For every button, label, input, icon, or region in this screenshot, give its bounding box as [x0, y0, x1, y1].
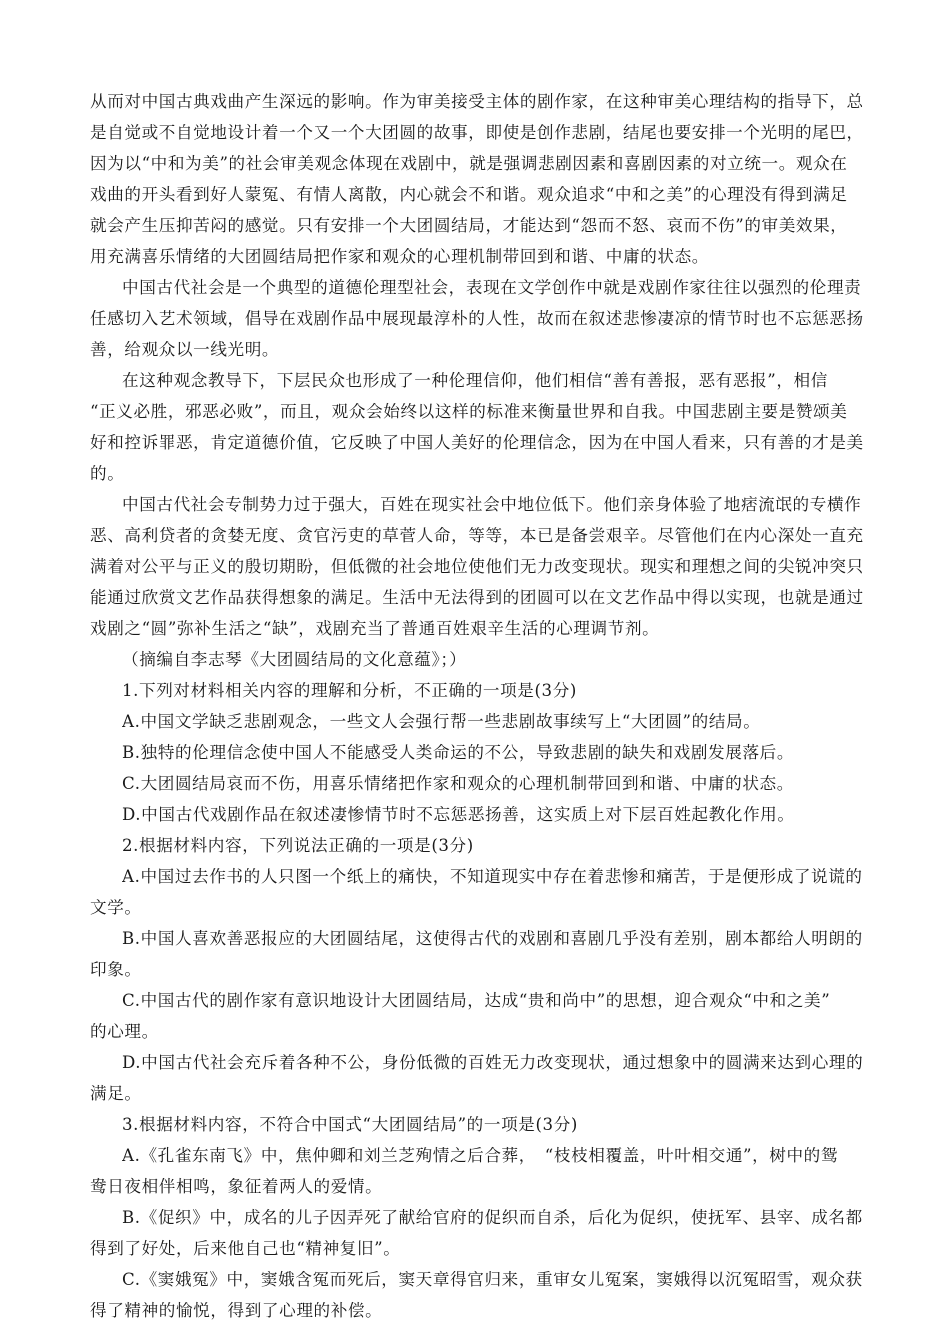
text-line: 好和控诉罪恶，肯定道德价值，它反映了中国人美好的伦理信念，因为在中国人看来，只有善的才是美	[90, 433, 864, 452]
question-3-option-b-cont: 得到了好处，后来他自己也“精神复旧”。	[90, 1239, 401, 1258]
question-3-stem: 3.根据材料内容，不符合中国式“大团圆结局”的一项是(3分)	[122, 1115, 578, 1134]
question-3-option-c: C.《窦娥冤》中，窦娥含冤而死后，窦天章得官归来，重审女儿冤案，窦娥得以沉冤昭雪，观众获	[122, 1270, 863, 1289]
text-line: 戏曲的开头看到好人蒙冤、有情人离散，内心就会不和谐。观众追求“中和之美”的心理没有得到满足	[90, 185, 848, 204]
text-line: 是自觉或不自觉地设计着一个又一个大团圆的故事，即使是创作悲剧，结尾也要安排一个光明的尾巴，	[90, 123, 864, 142]
question-2-option-c-cont: 的心理。	[90, 1022, 159, 1041]
question-2-option-b: B.中国人喜欢善恶报应的大团圆结尾，这使得古代的戏剧和喜剧几乎没有差别，剧本都给人明朗的	[122, 929, 863, 948]
question-2-option-a: A.中国过去作书的人只图一个纸上的痛快，不知道现实中存在着悲惨和痛苦，于是便形成了说谎的	[122, 867, 863, 886]
text-line: 能通过欣赏文艺作品获得想象的满足。生活中无法得到的团圆可以在文艺作品中得以实现，也就是通过	[90, 588, 864, 607]
question-1-option-a: A.中国文学缺乏悲剧观念，一些文人会强行帮一些悲剧故事续写上“大团圆”的结局。	[122, 712, 761, 731]
text-line: 恶、高利贷者的贪婪无度、贪官污吏的草菅人命，等等，本已是备尝艰辛。尽管他们在内心深处一直充	[90, 526, 864, 545]
text-line: 中国古代社会专制势力过于强大，百姓在现实社会中地位低下。他们亲身体验了地痞流氓的专横作	[122, 495, 862, 514]
question-2-option-d-cont: 满足。	[90, 1084, 142, 1103]
text-line: 戏剧之“圆”弥补生活之“缺”，戏剧充当了普通百姓艰辛生活的心理调节剂。	[90, 619, 660, 638]
source-citation: （摘编自李志琴《大团圆结局的文化意蕴》；）	[122, 650, 467, 669]
question-1-option-c: C.大团圆结局哀而不伤，用喜乐情绪把作家和观众的心理机制带回到和谐、中庸的状态。	[122, 774, 794, 793]
text-line: 的。	[90, 464, 125, 483]
question-1-option-b: B.独特的伦理信念使中国人不能感受人类命运的不公，导致悲剧的缺失和戏剧发展落后。	[122, 743, 795, 762]
text-line: 满着对公平与正义的殷切期盼，但低微的社会地位使他们无力改变现状。现实和理想之间的尖锐冲突只	[90, 557, 864, 576]
text-line: 中国古代社会是一个典型的道德伦理型社会，表现在文学创作中就是戏剧作家往往以强烈的伦理责	[122, 278, 862, 297]
question-2-option-d: D.中国古代社会充斥着各种不公，身份低微的百姓无力改变现状，通过想象中的圆满来达到心理的	[122, 1053, 864, 1072]
question-3-option-b: B.《促织》中，成名的儿子因弄死了献给官府的促织而自杀，后化为促织，使抚军、县宰、成名都	[122, 1208, 863, 1227]
question-3-option-a-cont: 鸯日夜相伴相鸣，象征着两人的爱情。	[90, 1177, 383, 1196]
text-line: 用充满喜乐情绪的大团圆结局把作家和观众的心理机制带回到和谐、中庸的状态。	[90, 247, 709, 266]
question-1-option-d: D.中国古代戏剧作品在叙述凄惨情节时不忘惩恶扬善，这实质上对下层百姓起教化作用。	[122, 805, 795, 824]
question-2-option-c: C.中国古代的剧作家有意识地设计大团圆结局，达成“贵和尚中”的思想，迎合观众“中和之美”	[122, 991, 831, 1010]
text-line: 就会产生压抑苦闷的感觉。只有安排一个大团圆结局，才能达到“怨而不怒、哀而不伤”的审美效果，	[90, 216, 848, 235]
question-2-stem: 2.根据材料内容，下列说法正确的一项是(3分)	[122, 836, 474, 855]
text-line: 在这种观念教导下，下层民众也形成了一种伦理信仰，他们相信“善有善报，恶有恶报”，相信	[122, 371, 828, 390]
text-line: 从而对中国古典戏曲产生深远的影响。作为审美接受主体的剧作家，在这种审美心理结构的指导下，总	[90, 92, 864, 111]
text-line: 因为以“中和为美”的社会审美观念体现在戏剧中，就是强调悲剧因素和喜剧因素的对立统一。观众在	[90, 154, 848, 173]
text-line: 善，给观众以一线光明。	[90, 340, 280, 359]
question-1-stem: 1.下列对材料相关内容的理解和分析，不正确的一项是(3分)	[122, 681, 577, 700]
question-2-option-b-cont: 印象。	[90, 960, 142, 979]
question-3-option-a: A.《孔雀东南飞》中，焦仲卿和刘兰芝殉情之后合葬， “枝枝相覆盖，叶叶相交通”，树中的鸳	[122, 1146, 839, 1165]
text-line: “正义必胜，邪恶必败”，而且，观众会始终以这样的标准来衡量世界和自我。中国悲剧主要是赞颂美	[90, 402, 848, 421]
question-3-option-c-cont: 得了精神的愉悦，得到了心理的补偿。	[90, 1301, 383, 1320]
text-line: 任感切入艺术领域，倡导在戏剧作品中展现最淳朴的人性，故而在叙述悲惨凄凉的情节时也不忘惩恶扬	[90, 309, 864, 328]
question-2-option-a-cont: 文学。	[90, 898, 142, 917]
